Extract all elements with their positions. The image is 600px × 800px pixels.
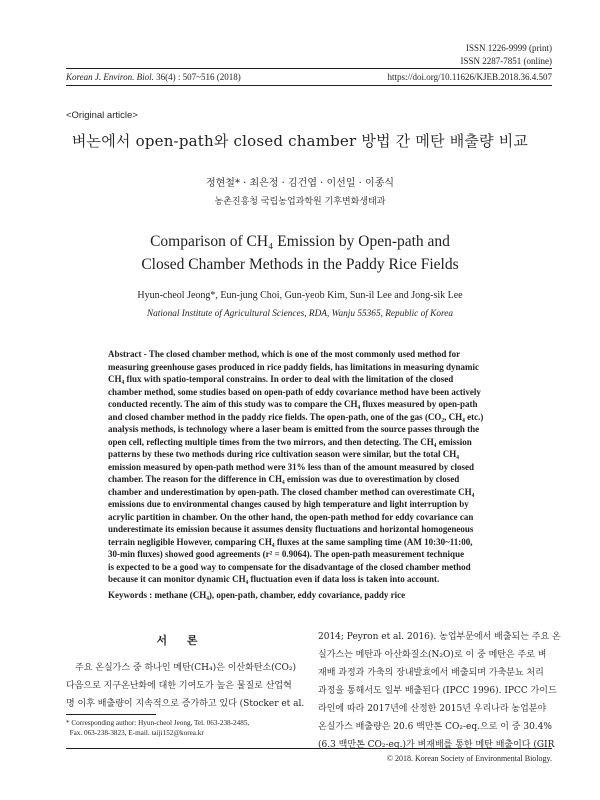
abstract-line: terrain negligible However, comparing CH₄ fluxes at the same sampling time (AM 10:30~11:00, [108, 536, 473, 547]
issn-block [461, 42, 553, 68]
issn-online: ISSN 2287-7851 (online) [460, 56, 552, 66]
copyright: © 2018. Korean Society of Environmental Biology. [386, 754, 552, 763]
footer-rule [66, 748, 552, 749]
footnote-line: Fax. 063-238-3823, E-mail. taiji152@korea.kr [66, 729, 204, 737]
abstract-line: patterns by these two methods during rice cultivation season were similar, but the total CH₄ [108, 449, 459, 459]
abstract-line: is expected to be a good way to compensate for the disadvantage of the closed chamber method [108, 561, 471, 572]
body-line: 다음으로 지구온난화에 대한 기여도가 높은 물질로 산업혁 [66, 681, 292, 691]
english-title [0, 230, 600, 276]
english-title-line: Closed Chamber Methods in the Paddy Rice Fields [141, 256, 459, 273]
korean-title: 벼논에서 open-path와 closed chamber 방법 간 메탄 배출량 비교 [71, 132, 529, 150]
english-affiliation: National Institute of Agricultural Sciences, RDA, Wanju 55365, Republic of Korea [146, 309, 454, 319]
abstract-line: emissions due to environmental changes caused by high temperature and light interruption by [108, 499, 469, 509]
abstract-line: Abstract - The closed chamber method, which is one of the most commonly used method for [108, 349, 461, 359]
body-line: 라인에 따라 2017년에 산정한 2015년 우리나라 농업분야 [318, 704, 547, 714]
right-column [318, 628, 561, 754]
abstract-line: measuring greenhouse gases produced in rice paddy fields, has limitations in measuring dynamic [108, 361, 479, 372]
left-column [66, 659, 305, 713]
abstract-line: chamber and underestimation by open-path. The closed chamber method can overestimate CH₄ [108, 486, 475, 497]
abstract-line: emission measured by open-path method were 31% less than of the amount measured by closed [108, 461, 475, 472]
abstract-line: 30-min fluxes) showed good agreements (r² = 0.9064). The open-path measurement technique [108, 549, 465, 559]
abstract-line: chamber. The reason for the difference in CH₄ emission was due to overestimation by closed [108, 474, 460, 484]
body-line: (6.3 백만톤 CO₂-eq.)가 벼재배를 통한 메탄 배출이다 (GIR [318, 740, 555, 750]
body-line: 온실가스 배출량은 20.6 백만톤 CO₂-eq.으로 이 중 30.4% [318, 722, 552, 732]
abstract-line: analysis methods, is technology where a laser beam is emitted from the source passes through the [108, 424, 480, 434]
body-line: 과정을 통해서도 일부 배출된다 (IPCC 1996). IPCC 가이드 [318, 686, 557, 696]
body-line: 명 이후 배출량이 지속적으로 증가하고 있다 (Stocker et al. [66, 699, 305, 709]
journal-name: Korean J. Environ. Biol. [66, 72, 154, 82]
issn-print: ISSN 1226-9999 (print) [466, 43, 552, 53]
body-line: 주요 온실가스 중 하나인 메탄(CH₄)은 이산화탄소(CO₂) [75, 663, 297, 673]
english-title-line: Comparison of CH₄ Emission by Open-path and [150, 233, 450, 250]
abstract-line: chamber method, some studies based on open-path of eddy covariance method have been actively [108, 386, 481, 397]
footnote-line: * Corresponding author: Hyun-cheol Jeong, Tel. 063-238-2485, [66, 719, 250, 727]
body-line: 실가스는 메탄과 아산화질소(N₂O)로 이 중 메탄은 주로 벼 [318, 650, 547, 660]
korean-affiliation: 농촌진흥청 국립농업과학원 기후변화생태과 [214, 197, 386, 207]
section-title: 서 론 [156, 634, 206, 647]
body-line: 2014; Peyron et al. 2016). 농업부문에서 배출되는 주요 온 [318, 632, 561, 642]
abstract-line: conducted recently. The aim of this study was to compare the CH₄ fluxes measured by open-path [108, 399, 478, 409]
journal-citation [66, 72, 241, 82]
doi-link[interactable]: https://doi.org/10.11626/KJEB.2018.36.4.507 [387, 72, 552, 82]
article-type: <Original article> [66, 110, 138, 121]
abstract-line: and closed chamber method in the paddy rice fields. The open-path, one of the gas (CO₂, CH₄ etc.) [108, 411, 484, 422]
abstract-line: because it can monitor dynamic CH₄ fluctuation even if data loss is taken into account. [108, 574, 440, 584]
footnote-rule [66, 714, 156, 715]
keywords: Keywords : methane (CH₄), open-path, chamber, eddy covariance, paddy rice [108, 590, 406, 600]
body-line: 재배 과정과 가축의 장내발효에서 배출되며 가축분뇨 처리 [318, 668, 544, 678]
footnote [66, 718, 249, 738]
header-bottom-rule [66, 85, 552, 86]
abstract [108, 348, 508, 586]
korean-authors: 정현철* · 최은정 · 김건엽 · 이선일 · 이종식 [205, 178, 395, 189]
english-authors: Hyun-cheol Jeong*, Eun-jung Choi, Gun-yeob Kim, Sun-il Lee and Jong-sik Lee [137, 290, 463, 301]
abstract-line: open cell, reflecting multiple times from the two mirrors, and then detecting. The CH₄ emission [108, 436, 472, 447]
header-top-rule [66, 68, 552, 69]
journal-volume: 36(4) : 507~516 (2018) [153, 72, 241, 82]
abstract-line: CH₄ flux with spatio-temporal constrains. In order to deal with the limitation of the closed [108, 374, 454, 384]
abstract-line: acrylic partition in chamber. On the other hand, the open-path method for eddy covariance can [108, 511, 474, 522]
abstract-line: underestimate its emission because it assumes density fluctuations and horizontal homogeneous [108, 524, 474, 534]
